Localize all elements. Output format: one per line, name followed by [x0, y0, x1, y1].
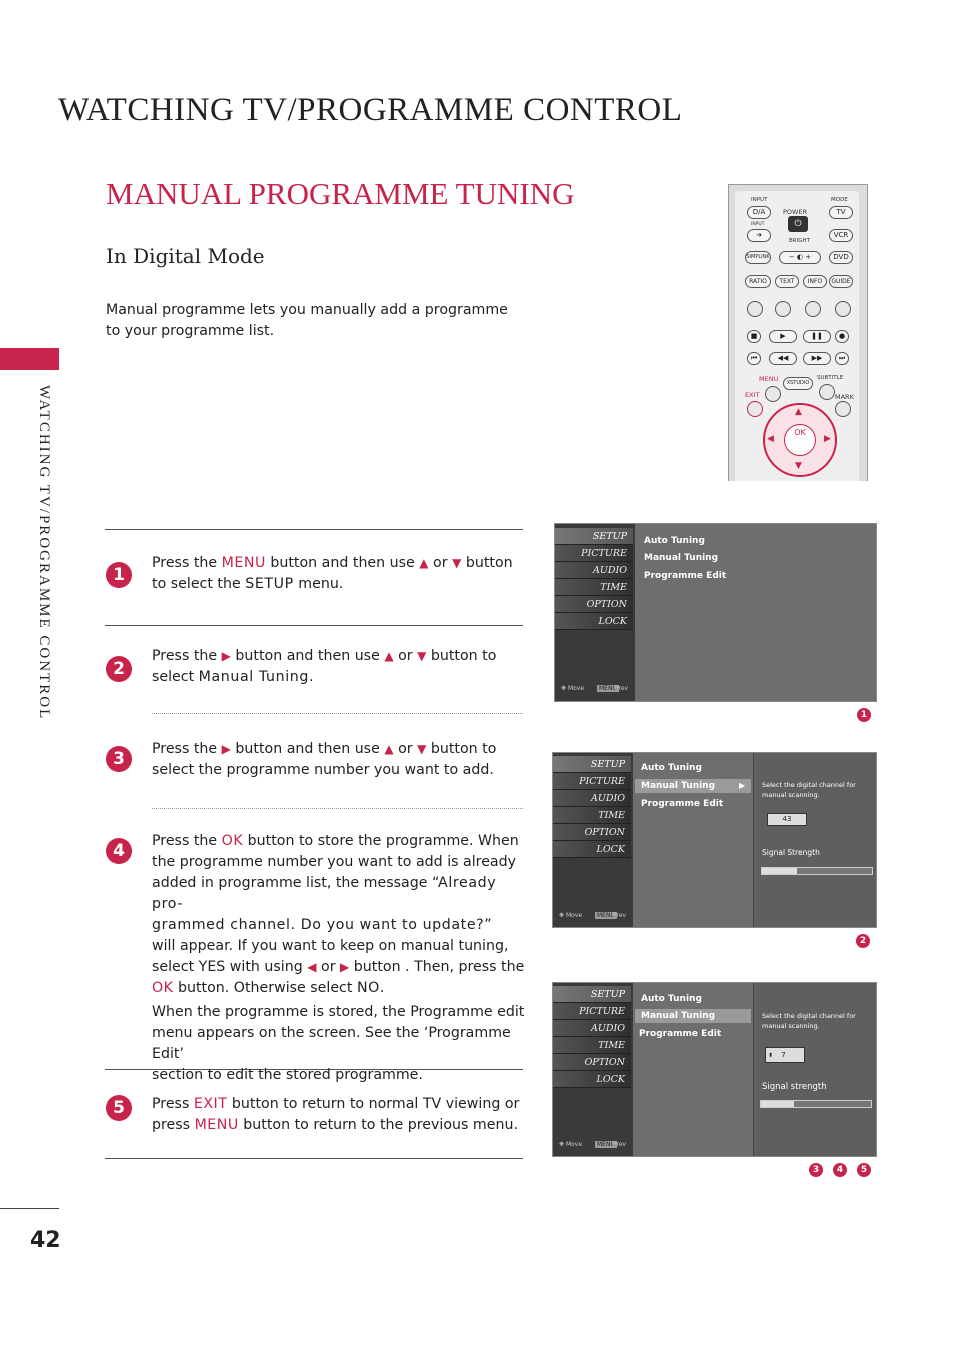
option-programme-edit: Programme Edit — [641, 799, 724, 809]
step-divider-1 — [105, 625, 523, 626]
screen-1-badge: 1 — [857, 708, 871, 722]
subtitle-round-button — [819, 384, 835, 400]
down-arrow-icon: ▼ — [417, 649, 427, 663]
right-arrow-icon: ▶ — [340, 960, 350, 974]
signal-bar-fill — [762, 868, 797, 874]
menu-item-picture: PICTURE — [553, 773, 631, 790]
color-button-2 — [775, 301, 791, 317]
option-manual-tuning: Manual Tuning — [641, 1011, 716, 1021]
remote-label-exit: EXIT — [745, 391, 760, 399]
option-auto-tuning: Auto Tuning — [641, 763, 702, 773]
hint-text: Select the digital channel for manual scanning. — [762, 1012, 856, 1030]
remote-da-button: D/A — [747, 206, 771, 219]
step-divider-2 — [152, 713, 523, 714]
manual-tuning-panel — [753, 983, 876, 1156]
down-arrow-icon: ▼ — [452, 556, 462, 570]
menu-foot-move: ✥ Move — [559, 1141, 583, 1148]
screen-3-badge-3: 3 — [809, 1163, 823, 1177]
exit-round-button — [747, 401, 763, 417]
channel-field — [765, 1047, 805, 1063]
step-5-text: Press EXIT button to return to normal TV viewing or press MENU button to return to the previous menu. — [152, 1096, 520, 1133]
nav-down-icon: ▼ — [795, 461, 802, 471]
remote-xstudio-button: XSTUDIO — [783, 377, 813, 390]
color-button-1 — [747, 301, 763, 317]
menu-foot-move: ✥ Move — [559, 912, 583, 919]
remote-label-subtitle: SUBTITLE — [817, 375, 844, 381]
menu-sidebar — [553, 753, 633, 927]
remote-label-power: POWER — [783, 208, 808, 216]
channel-field: 43 — [767, 813, 807, 826]
navigation-ring — [763, 403, 837, 477]
left-arrow-icon: ◀ — [307, 960, 317, 974]
remote-dvd-button: DVD — [829, 251, 853, 264]
option-programme-edit: Programme Edit — [639, 1029, 722, 1039]
section-title: MANUAL PROGRAMME TUNING — [106, 176, 575, 211]
signal-bar-fill — [761, 1101, 794, 1107]
mark-round-button — [835, 401, 851, 417]
menu-foot-move: ✥ Move — [561, 685, 585, 692]
option-auto-tuning: Auto Tuning — [641, 994, 702, 1004]
menu-item-setup: SETUP — [553, 986, 631, 1003]
menu-item-picture: PICTURE — [553, 1003, 631, 1020]
menu-sidebar — [555, 524, 635, 701]
page-header: WATCHING TV/PROGRAMME CONTROL — [58, 92, 683, 128]
remote-label-bright: BRIGHT — [789, 238, 810, 244]
record-icon: ● — [835, 330, 849, 343]
power-icon: ⏻ — [788, 216, 808, 232]
side-tab-marker — [0, 348, 59, 370]
menu-item-setup: SETUP — [555, 528, 633, 545]
signal-bar — [760, 1100, 872, 1108]
skip-back-icon: ⏮ — [747, 352, 761, 365]
right-arrow-icon: ▶ — [221, 649, 231, 663]
menu-item-time: TIME — [555, 579, 633, 596]
remote-info-button: INFO — [803, 275, 827, 288]
menu-foot-prev: Prev — [613, 912, 627, 919]
remote-vcr-button: VCR — [829, 229, 853, 242]
step-5-badge: 5 — [106, 1095, 132, 1121]
stop-icon: ■ — [747, 330, 761, 343]
remote-label-menu: MENU — [759, 375, 779, 383]
remote-text-button: TEXT — [775, 275, 799, 288]
down-arrow-icon: ▼ — [417, 742, 427, 756]
menu-item-setup: SETUP — [553, 756, 631, 773]
play-icon: ▶ — [769, 330, 797, 343]
menu-item-audio: AUDIO — [553, 1020, 631, 1037]
step-1-text: Press the MENU button and then use ▲ or ▼ button to select the SETUP menu. — [152, 555, 513, 592]
menu-item-option: OPTION — [553, 1054, 631, 1071]
nav-right-icon: ▶ — [824, 434, 831, 444]
remote-ratio-button: RATIO — [745, 275, 771, 288]
menu-screen-3 — [552, 982, 877, 1157]
nav-up-icon: ▲ — [795, 407, 802, 417]
manual-tuning-panel — [753, 753, 876, 927]
signal-bar — [761, 867, 873, 875]
up-arrow-icon: ▲ — [419, 556, 429, 570]
right-arrow-icon: ▶ — [221, 742, 231, 756]
screen-2-badge: 2 — [856, 934, 870, 948]
menu-item-time: TIME — [553, 807, 631, 824]
menu-screen-1 — [554, 523, 877, 702]
option-auto-tuning: Auto Tuning — [644, 536, 705, 546]
menu-item-audio: AUDIO — [555, 562, 633, 579]
remote-body — [735, 191, 859, 481]
step-2-text: Press the ▶ button and then use ▲ or ▼ button to select Manual Tuning. — [152, 648, 497, 685]
step-divider-top — [105, 529, 523, 530]
menu-item-lock: LOCK — [553, 841, 631, 858]
step-3-badge: 3 — [106, 746, 132, 772]
color-button-4 — [835, 301, 851, 317]
remote-label-input: INPUT — [751, 197, 768, 203]
input-arrow-icon: ➔ — [747, 229, 771, 242]
option-manual-tuning: Manual Tuning — [641, 781, 716, 791]
remote-label-mark: MARK — [835, 393, 854, 401]
step-divider-3 — [152, 808, 523, 809]
menu-foot-menu: MENU — [597, 1141, 615, 1148]
up-arrow-icon: ▲ — [384, 649, 394, 663]
color-button-3 — [805, 301, 821, 317]
menu-foot-menu: MENU — [599, 685, 617, 692]
step-4-text: Press the OK button to store the programme. When the programme number you want to add is already added in programme list, the message “Already pro- grammed channel. Do you want to update?” will appear. If you want to keep on manual tuning, select YES with using ◀ or ▶ button . Then, press the OK button. Otherwise select NO. When the programme is stored, the Programme edit menu appears on the screen. See the ‘Programme Edit’ section to edit the stored programme. — [152, 833, 525, 1083]
step-3-text: Press the ▶ button and then use ▲ or ▼ button to select the programme number you want to add. — [152, 741, 497, 778]
page-number: 42 — [30, 1228, 61, 1253]
page-number-rule — [0, 1208, 59, 1209]
menu-item-picture: PICTURE — [555, 545, 633, 562]
step-4-badge: 4 — [106, 838, 132, 864]
signal-label: Signal strength — [762, 1082, 827, 1092]
side-tab-label: WATCHING TV/PROGRAMME CONTROL — [36, 385, 52, 721]
channel-value: 7 — [781, 1051, 786, 1059]
remote-tv-button: TV — [829, 206, 853, 219]
nav-left-icon: ◀ — [767, 434, 774, 444]
option-manual-tuning: Manual Tuning — [644, 553, 719, 563]
menu-item-lock: LOCK — [555, 613, 633, 630]
menu-sidebar — [553, 983, 633, 1156]
menu-foot-prev: Prev — [615, 685, 629, 692]
remote-control-illustration — [728, 184, 868, 481]
remote-label-input2: INPUT — [751, 222, 765, 227]
remote-ok-button: OK — [784, 424, 816, 456]
rewind-icon: ◀◀ — [769, 352, 797, 365]
option-programme-edit: Programme Edit — [644, 571, 727, 581]
pause-icon: ❚❚ — [803, 330, 831, 343]
menu-round-button — [765, 386, 781, 402]
remote-simplink-button: SIMPLINK — [745, 251, 771, 264]
up-arrow-icon: ▲ — [384, 742, 394, 756]
menu-item-audio: AUDIO — [553, 790, 631, 807]
up-down-icon: ⬍ — [768, 1052, 774, 1059]
menu-screen-2 — [552, 752, 877, 928]
submenu-arrow-icon: ▶ — [739, 781, 746, 790]
menu-item-option: OPTION — [555, 596, 633, 613]
menu-foot-prev: Prev — [613, 1141, 627, 1148]
menu-item-time: TIME — [553, 1037, 631, 1054]
skip-forward-icon: ⏭ — [835, 352, 849, 365]
menu-foot-menu: MENU — [597, 912, 615, 919]
screen-3-badge-5: 5 — [857, 1163, 871, 1177]
screen-3-badge-4: 4 — [833, 1163, 847, 1177]
section-intro: Manual programme lets you manually add a programme to your programme list. — [106, 302, 508, 339]
signal-label: Signal Strength — [762, 848, 820, 857]
step-2-badge: 2 — [106, 656, 132, 682]
step-divider-bottom — [105, 1158, 523, 1159]
menu-item-option: OPTION — [553, 824, 631, 841]
brightness-icon: − ◐ + — [779, 251, 821, 264]
fast-forward-icon: ▶▶ — [803, 352, 831, 365]
menu-item-lock: LOCK — [553, 1071, 631, 1088]
step-1-badge: 1 — [106, 562, 132, 588]
remote-label-mode: MODE — [831, 197, 848, 203]
remote-guide-button: GUIDE — [829, 275, 853, 288]
section-subtitle: In Digital Mode — [106, 244, 265, 268]
hint-text: Select the digital channel for manual scanning. — [762, 781, 856, 799]
